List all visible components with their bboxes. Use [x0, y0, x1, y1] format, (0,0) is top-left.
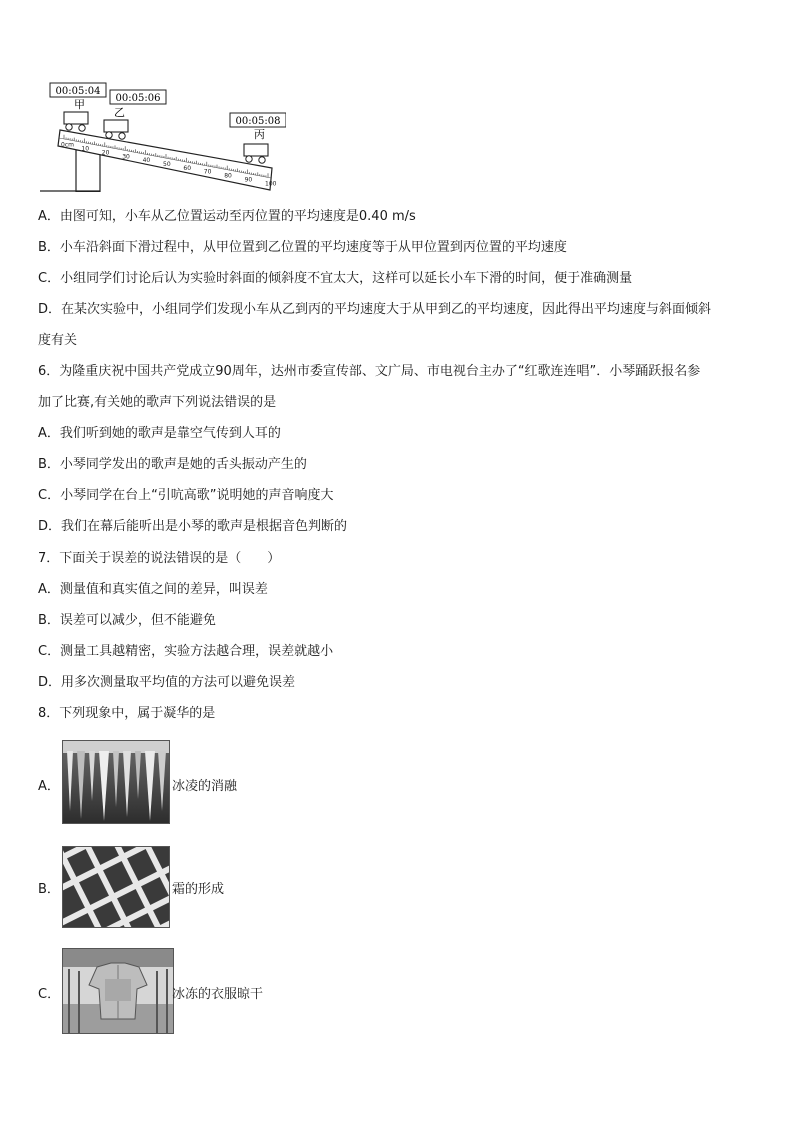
q5-option-b: B．小车沿斜面下滑过程中，从甲位置到乙位置的平均速度等于从甲位置到丙位置的平均速度 — [38, 240, 567, 255]
q5-option-d: D．在某次实验中，小组同学们发现小车从乙到丙的平均速度大于从甲到乙的平均速度，因此得出平均速度与斜面倾斜 — [38, 302, 712, 317]
ruler-tick-label: 70 — [203, 168, 212, 176]
label-yi: 乙 — [114, 106, 125, 119]
timer-jia: 00:05:04 — [55, 86, 101, 97]
ruler-tick-label: 40 — [142, 157, 151, 165]
q5-option-a: A．由图可知，小车从乙位置运动至丙位置的平均速度是0.40 m/s — [38, 209, 416, 224]
q6-stem: 6．为隆重庆祝中国共产党成立90周年，达州市委宣传部、文广局、市电视台主办了“红歌连连唱”．小琴踊跃报名参 — [38, 364, 701, 379]
ruler-tick-label: 30 — [122, 153, 130, 161]
q8-option-c-letter: C． — [38, 987, 61, 1002]
cart-jia — [64, 112, 88, 131]
q8-option-a-letter: A． — [38, 779, 60, 794]
q8-option-a-caption: 冰凌的消融 — [172, 779, 238, 794]
cart-bing — [244, 144, 268, 163]
label-bing: 丙 — [254, 128, 265, 141]
ruler-tick-label: 60 — [183, 164, 192, 172]
q5-option-d-cont: 度有关 — [38, 333, 78, 348]
timer-yi: 00:05:06 — [115, 93, 161, 104]
ruler-tick-label: 10 — [81, 145, 90, 153]
timer-bing: 00:05:08 — [235, 116, 281, 127]
q8-option-c-caption: 冰冻的衣服晾干 — [172, 987, 264, 1002]
ruler-tick-label: 90 — [244, 176, 253, 184]
label-jia: 甲 — [74, 98, 85, 111]
q6-stem-cont: 加了比赛,有关她的歌声下列说法错误的是 — [38, 395, 277, 410]
q8-option-b-caption: 霜的形成 — [172, 882, 225, 897]
q8-option-b-letter: B． — [38, 882, 60, 897]
q7-stem: 7．下面关于误差的说法错误的是（ ） — [38, 551, 281, 566]
ruler-tick-label: 100 — [265, 180, 277, 188]
q6-option-a: A．我们听到她的歌声是靠空气传到人耳的 — [38, 426, 281, 441]
ruler-tick-label: 20 — [101, 149, 110, 157]
q6-option-b: B．小琴同学发出的歌声是她的舌头振动产生的 — [38, 457, 307, 472]
incline-support — [76, 150, 100, 192]
cart-yi — [104, 120, 128, 139]
ruler-tick-label: 0cm — [61, 141, 74, 149]
q6-option-d: D．我们在幕后能听出是小琴的歌声是根据音色判断的 — [38, 519, 348, 534]
frost-net-photo — [62, 846, 170, 928]
q6-option-c: C．小琴同学在台上“引吭高歌”说明她的声音响度大 — [38, 488, 334, 503]
q5-option-c: C．小组同学们讨论后认为实验时斜面的倾斜度不宜太大，这样可以延长小车下滑的时间，便于准确测量 — [38, 271, 633, 286]
q8-stem: 8．下列现象中，属于凝华的是 — [38, 706, 216, 721]
incline-ruler-figure — [36, 80, 286, 192]
frozen-clothes-photo — [62, 948, 174, 1034]
q7-option-a: A．测量值和真实值之间的差异，叫误差 — [38, 582, 268, 597]
q7-option-b: B．误差可以减少，但不能避免 — [38, 613, 216, 628]
ruler-tick-label: 80 — [224, 172, 232, 180]
icicles-photo — [62, 740, 170, 824]
q7-option-c: C．测量工具越精密，实验方法越合理，误差就越小 — [38, 644, 334, 659]
ruler-tick-label: 50 — [163, 161, 171, 168]
q7-option-d: D．用多次测量取平均值的方法可以避免误差 — [38, 675, 296, 690]
